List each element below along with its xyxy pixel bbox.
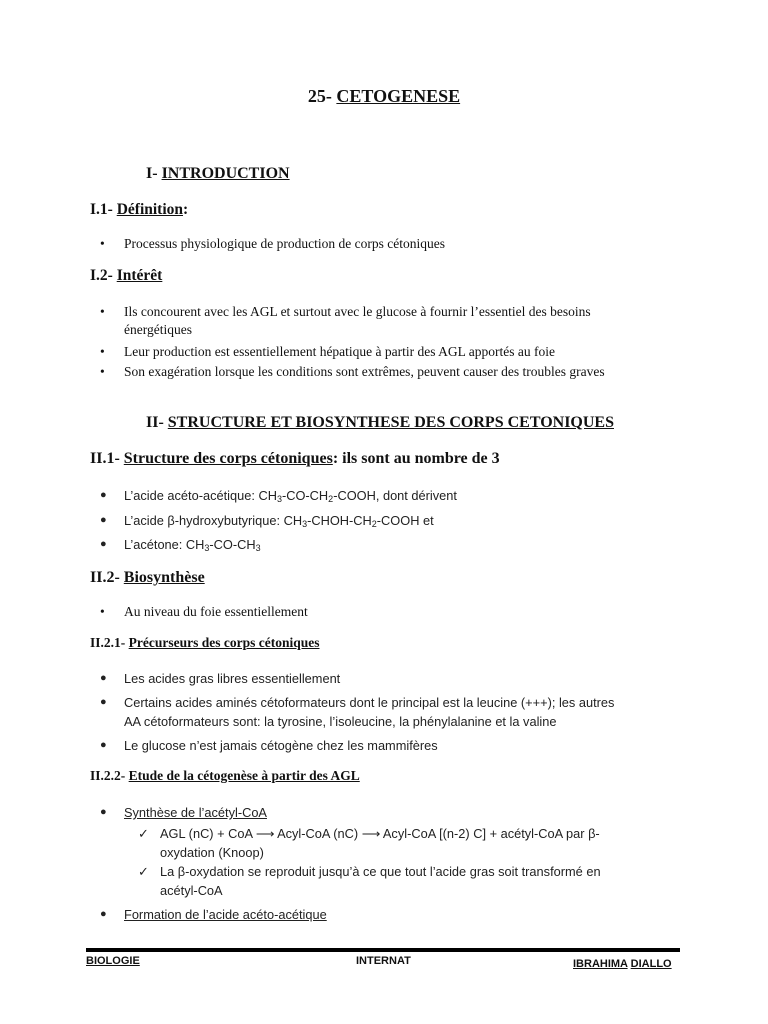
checkmark-icon: ✓ (138, 826, 149, 841)
page-title (0, 86, 768, 107)
sub-list-item-text: oxydation (Knoop) (160, 845, 264, 860)
formula-text: -COOH, dont dérivent (333, 488, 457, 503)
footer-author-first: IBRAHIMA (573, 958, 628, 970)
list-item-text: Le glucose n’est jamais cétogène chez les mammifères (124, 738, 438, 753)
formula-text: -CO-CH (281, 488, 329, 503)
subsubsection-heading-precurseurs (90, 635, 320, 651)
subsection-number: II.2.1- (90, 635, 126, 650)
list-item-text: Leur production est essentiellement hépatique à partir des AGL apportés au foie (124, 344, 555, 359)
subscript: 3 (276, 494, 282, 504)
list-item-continuation (124, 320, 674, 339)
bullet-icon: • (100, 236, 105, 251)
footer-author-last: DIALLO (630, 958, 672, 970)
bullet-icon: ● (100, 672, 107, 684)
title-number: 25- (307, 86, 332, 106)
formula-text: L’acide acéto-acétique: CH (124, 488, 277, 503)
title-text: CETOGENESE (336, 86, 461, 106)
formula-text: -COOH et (376, 513, 434, 528)
subsection-colon: : (183, 201, 189, 218)
sub-list-item-continuation (160, 843, 680, 862)
subsection-title: Biosynthèse (123, 569, 205, 586)
bullet-icon: ● (100, 908, 107, 920)
subsection-number: II.1- (90, 450, 120, 467)
subsection-heading-biosynthese (90, 569, 205, 587)
sub-list-item (138, 862, 680, 881)
subsection-number: I.2- (90, 267, 113, 284)
list-item (100, 693, 674, 712)
list-item (100, 905, 674, 924)
footer-center: INTERNAT (356, 955, 411, 967)
subscript: 3 (204, 543, 210, 553)
subsubsection-heading-etude (90, 768, 360, 784)
footer-right (573, 958, 672, 970)
footer-left: BIOLOGIE (86, 955, 140, 967)
subsection-number: II.2.2- (90, 768, 126, 783)
formula-text: L’acétone: CH (124, 537, 205, 552)
subsection-title: Structure des corps cétoniques (123, 450, 333, 467)
section-heading-structure (146, 414, 614, 432)
list-item-text: Au niveau du foie essentiellement (124, 604, 308, 619)
subscript: 2 (328, 494, 334, 504)
bullet-icon: • (100, 604, 105, 619)
list-item-continuation (124, 712, 674, 731)
list-item-text: Certains acides aminés cétoformateurs dont le principal est la leucine (+++); les autres (124, 695, 615, 710)
list-item-text: Processus physiologique de production de corps cétoniques (124, 236, 445, 251)
list-item (100, 602, 674, 621)
sub-list-item-text: La β-oxydation se reproduit jusqu’à ce que tout l’acide gras soit transformé en (160, 864, 601, 879)
subsection-heading-definition (90, 201, 188, 219)
sub-list-item (138, 824, 680, 843)
section-title: STRUCTURE ET BIOSYNTHESE DES CORPS CETONIQUES (167, 414, 614, 431)
bullet-icon: ● (100, 739, 107, 751)
bullet-icon: ● (100, 538, 107, 550)
subsection-number: II.2- (90, 569, 120, 586)
subsection-rest: : ils sont au nombre de 3 (332, 450, 500, 467)
subsection-title: Précurseurs des corps cétoniques (128, 635, 320, 650)
list-item (100, 234, 674, 253)
subsection-title: Etude de la cétogenèse à partir des AGL (128, 768, 360, 783)
list-item (100, 736, 674, 755)
list-item (100, 362, 674, 381)
subsection-heading-structure (90, 450, 500, 468)
bullet-icon: ● (100, 696, 107, 708)
list-item-text: Synthèse de l’acétyl-CoA (124, 805, 267, 820)
formula-text: -CO-CH (209, 537, 256, 552)
subsection-heading-interet (90, 267, 162, 285)
bullet-icon: • (100, 304, 105, 319)
sub-list-item-text: acétyl-CoA (160, 883, 223, 898)
sub-list-item-text: AGL (nC) + CoA ⟶ Acyl-CoA (nC) ⟶ Acyl-CoA [(n-2) C] + acétyl-CoA par β- (160, 826, 600, 841)
list-item (100, 669, 674, 688)
list-item-text: Son exagération lorsque les conditions sont extrêmes, peuvent causer des troubles graves (124, 364, 605, 379)
list-item-text: Formation de l’acide acéto-acétique (124, 907, 327, 922)
list-item-text: Les acides gras libres essentiellement (124, 671, 341, 686)
checkmark-icon: ✓ (138, 864, 149, 879)
list-item (100, 803, 674, 822)
bullet-icon: • (100, 344, 105, 359)
subscript: 3 (255, 543, 261, 553)
list-item (100, 511, 674, 530)
subsection-title: Définition (116, 201, 184, 218)
bullet-icon: • (100, 364, 105, 379)
section-number: II- (146, 414, 164, 431)
bullet-icon: ● (100, 806, 107, 818)
list-item (100, 535, 674, 554)
list-item (100, 342, 674, 361)
list-item (100, 486, 674, 505)
subscript: 3 (302, 519, 308, 529)
formula-text: -CHOH-CH (307, 513, 372, 528)
subsection-number: I.1- (90, 201, 113, 218)
subscript: 2 (371, 519, 377, 529)
section-heading-introduction (146, 165, 290, 183)
section-number: I- (146, 165, 158, 182)
footer-rule (86, 948, 680, 952)
list-item-text: énergétiques (124, 322, 192, 337)
bullet-icon: ● (100, 514, 107, 526)
bullet-icon: ● (100, 489, 107, 501)
list-item-text: AA cétoformateurs sont: la tyrosine, l’isoleucine, la phénylalanine et la valine (124, 714, 557, 729)
section-title: INTRODUCTION (161, 165, 290, 182)
list-item-text: Ils concourent avec les AGL et surtout avec le glucose à fournir l’essentiel des besoins (124, 304, 591, 319)
list-item (100, 302, 674, 321)
formula-text: L’acide β-hydroxybutyrique: CH (124, 513, 303, 528)
sub-list-item-continuation (160, 881, 680, 900)
subsection-title: Intérêt (116, 267, 163, 284)
